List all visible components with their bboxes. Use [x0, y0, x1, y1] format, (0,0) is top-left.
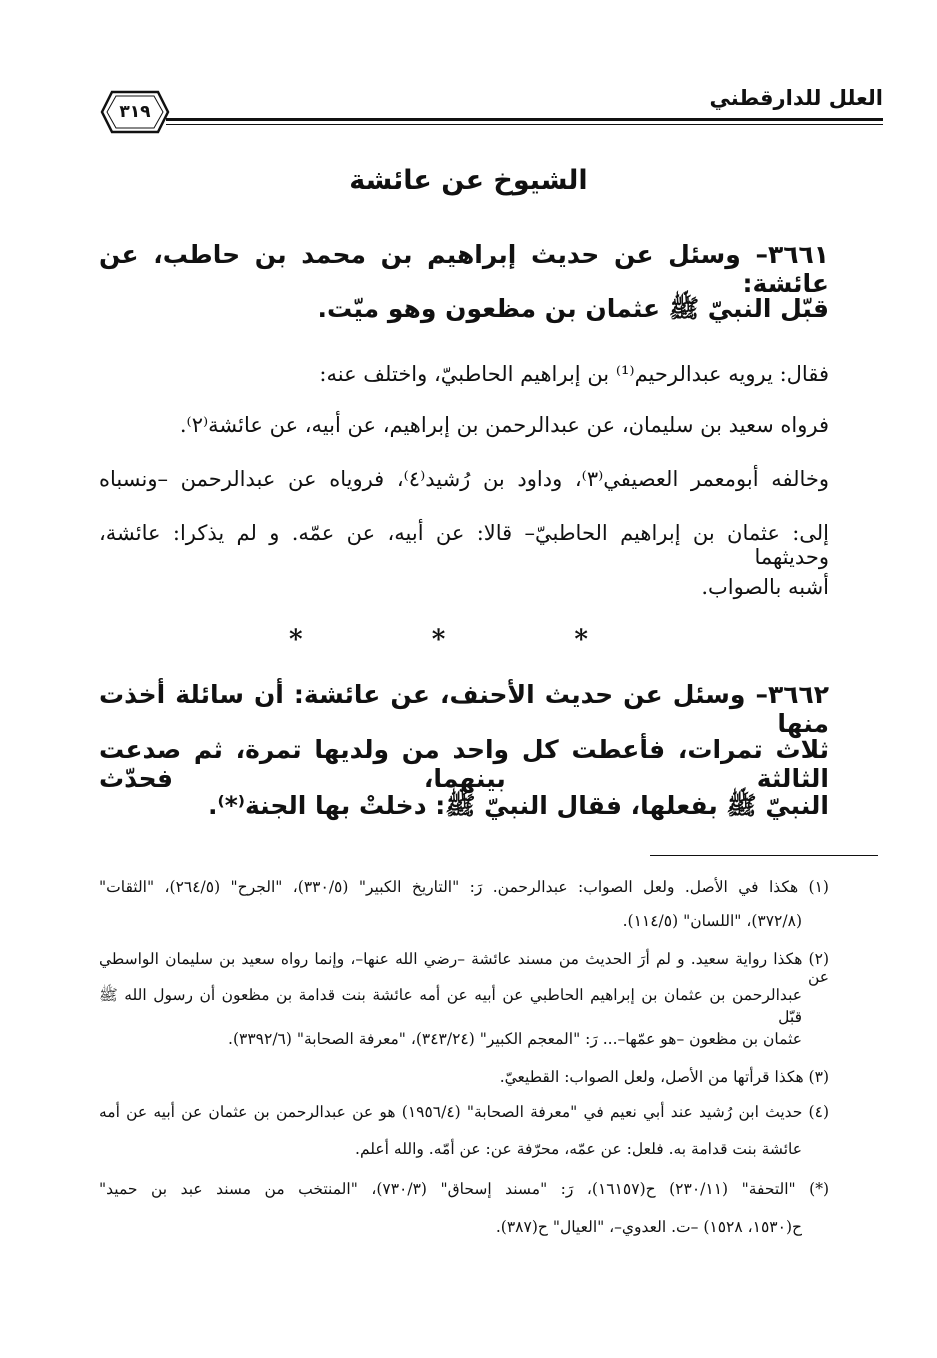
footnote-line: ح(١٥٣٠، ١٥٢٨) –ت. العدوي–، "العيال" ح(٣٨٧).: [495, 1218, 802, 1236]
footnote-line: عبدالرحمن بن عثمان بن إبراهيم الحاطبي عن أبيه عن أمه عائشة بنت قدامة بن مظعون أن رسول الله ﷺ قبّل: [99, 986, 802, 1026]
body-line: أشبه بالصواب.: [701, 575, 829, 599]
footnote-line: (١) هكذا في الأصل. ولعل الصواب: عبدالرحمن. رَ: "التاريخ الكبير" (٣٣٠/٥)، "الجرح" (٢٦٤/٥)، "الثقات": [99, 878, 829, 896]
body-line: وخالفه أبومعمر العصيفي⁽٣⁾، وداود بن رُشيد⁽٤⁾، فروياه عن عبدالرحمن –ونسباه: [99, 467, 829, 491]
page-header: [100, 78, 883, 138]
body-line: فرواه سعيد بن سليمان، عن عبدالرحمن بن إبراهيم، عن أبيه، عن عائشة⁽٢⁾.: [179, 413, 829, 437]
header-rule-thin: [166, 124, 883, 125]
entry-3662-line-2: ثلاث تمرات، فأعطت كل واحد من ولديها تمرة، ثم صدعت الثالثة بينهما، فحدّث: [99, 735, 829, 793]
entry-3661-line-2: قبّل النبيّ ﷺ عثمان بن مظعون وهو ميّت.: [317, 294, 829, 323]
page-number-badge: [100, 88, 170, 136]
entry-3661-line-1: ٣٦٦١– وسئل عن حديث إبراهيم بن محمد بن حاطب، عن عائشة:: [99, 240, 829, 298]
footnote-line: (٢) هكذا رواية سعيد. و لم أرَ الحديث من مسند عائشة –رضي الله عنها–، وإنما رواه سعيد بن سليمان الواسطي عن: [99, 950, 829, 986]
entry-3662-line-3: النبيّ ﷺ بفعلها، فقال النبيّ ﷺ: دخلتْ بها الجنة⁽*⁾.: [208, 791, 829, 820]
header-rule: [166, 118, 883, 121]
footnote-line: (٣) هكذا قرأتها من الأصل، ولعل الصواب: القطيعيّ.: [499, 1068, 829, 1086]
body-line: فقال: يرويه عبدالرحيم⁽¹⁾ بن إبراهيم الحاطبيّ، واختلف عنه:: [319, 362, 829, 386]
footnote-line: (*) "التحفة" (٢٣٠/١١) ح(١٦١٥٧)، رَ: "مسند إسحاق" (٧٣٠/٣)، "المنتخب من مسند عبد بن حميد": [99, 1180, 830, 1198]
book-title: العلل للدارقطني: [709, 86, 883, 110]
footnote-divider: [650, 855, 878, 856]
section-title: الشيوخ عن عائشة: [349, 165, 588, 196]
footnote-line: (٤) حديث ابن رُشيد عند أبي نعيم في "معرفة الصحابة" (١٩٥٦/٤) هو عن عبدالرحمن بن عثمان عن أبيه عن أمه: [99, 1103, 829, 1121]
footnote-line: (٣٧٢/٨)، "اللسان" (١١٤/٥).: [622, 912, 802, 930]
footnote-line: عثمان بن مظعون –هو عمّها–... رَ: "المعجم الكبير" (٣٤٣/٢٤)، "معرفة الصحابة" (٣٣٩٢/٦).: [228, 1030, 802, 1048]
page-number: ٣١٩: [119, 102, 151, 122]
entry-3662-line-1: ٣٦٦٢– وسئل عن حديث الأحنف، عن عائشة: أن سائلة أخذت منها: [99, 680, 829, 738]
section-separator: * * *: [289, 625, 648, 655]
footnote-line: عائشة بنت قدامة به. فلعل: عن عمّه، محرّفة عن: عن أمّه. والله أعلم.: [355, 1140, 802, 1158]
body-line: إلى: عثمان بن إبراهيم الحاطبيّ– قالا: عن أبيه، عن عمّه. و لم يذكرا: عائشة، وحديثهما: [99, 521, 829, 569]
